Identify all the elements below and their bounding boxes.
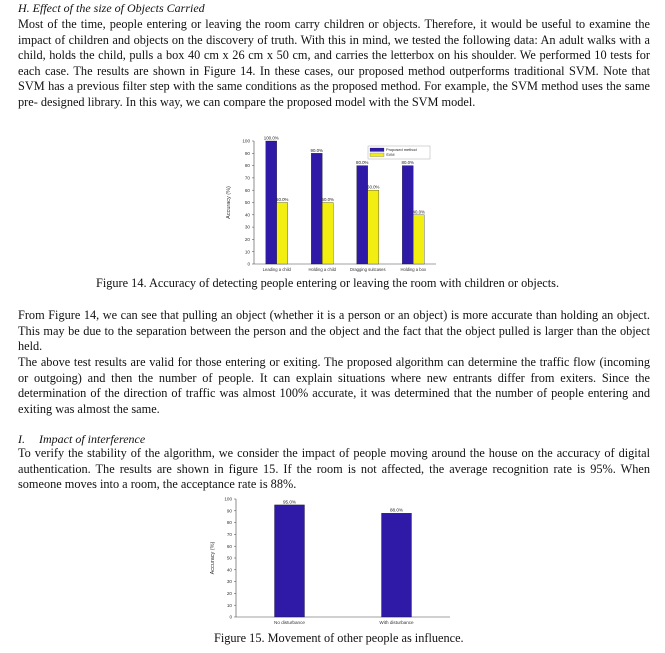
- bar-svm: [368, 190, 379, 264]
- y-axis-label: Accuracy (%): [226, 186, 232, 219]
- bar-value-label: 60.0%: [367, 184, 380, 190]
- figure-14-caption: Figure 14. Accuracy of detecting people entering or leaving the room with children or objects.: [96, 276, 560, 290]
- y-tick-label: 80: [226, 520, 232, 526]
- bar-value-label: 80.0%: [401, 160, 414, 166]
- paragraph-2: From Figure 14, we can see that pulling an object (whether it is a person or an object) is more accurate than holding an object. This may be due to the separation between the person and the object and the fact that the object pulled is larger than the object held.: [18, 308, 650, 354]
- section-h-heading: [18, 1, 205, 16]
- y-tick-label: 60: [226, 543, 232, 549]
- bar-proposed: [275, 505, 305, 617]
- bar-value-label: 50.0%: [276, 197, 289, 202]
- legend-swatch: [370, 148, 384, 152]
- bar-svm: [277, 203, 288, 265]
- bar-value-label: 90.0%: [310, 147, 323, 153]
- section-h-title: Effect of the size of Objects Carried: [32, 1, 205, 15]
- bar-value-label: 100.0%: [263, 135, 279, 141]
- chart-legend: [368, 146, 430, 159]
- section-i-heading: [18, 432, 145, 447]
- y-tick-label: 70: [226, 532, 232, 537]
- bar-proposed: [311, 153, 322, 264]
- y-tick-label: 30: [226, 579, 232, 585]
- y-tick-label: 90: [226, 508, 232, 514]
- y-tick-label: 70: [244, 175, 250, 181]
- paragraph-1: Most of the time, people entering or leaving the room carry children or objects. Therefore, it would be useful to examine the impact of children and objects on the discovery of truth. With this in mind, we tested the following data: An adult walks with a child, holds the child, pulls a box 40 cm x 26 cm x 50 cm, and carries the letterbox on his shoulder. We performed 10 tests for each case. The results are shown in Figure 14. In these cases, our proposed method outperforms traditional SVM. Note that SVM has a previous filter step with the same conditions as the proposed method. For example, the SVM method uses the same pre- designed library. In this way, we can compare the proposed model with the SVM model.: [18, 17, 650, 109]
- x-category-label: Dragging suitcases: [349, 267, 386, 272]
- bar-value-label: 40.0%: [412, 209, 425, 215]
- bar-value-label: 80.0%: [356, 160, 369, 166]
- bar-svm: [322, 203, 333, 265]
- bar-value-label: 95.0%: [282, 499, 297, 505]
- figure-15-chart: [196, 493, 454, 627]
- bar-proposed: [266, 141, 277, 264]
- x-category-label: Holding a child: [308, 267, 336, 272]
- y-tick-label: 50: [244, 200, 250, 206]
- y-tick-label: 20: [244, 237, 250, 242]
- x-category-label: Holding a box: [400, 267, 427, 272]
- y-tick-label: 100: [224, 496, 232, 502]
- y-tick-label: 40: [244, 212, 250, 218]
- y-tick-label: 0: [247, 261, 250, 267]
- x-category-label: With disturbance: [379, 620, 414, 625]
- y-tick-label: 50: [226, 555, 232, 561]
- bar-proposed: [357, 166, 368, 264]
- y-tick-label: 20: [226, 591, 232, 596]
- bar-proposed: [382, 513, 412, 617]
- section-i-letter: I.: [18, 432, 25, 446]
- y-tick-label: 60: [244, 187, 250, 193]
- bar-value-label: 50.0%: [321, 197, 334, 202]
- y-tick-label: 0: [229, 614, 232, 620]
- legend-swatch: [370, 153, 384, 157]
- figure-14-chart: [222, 134, 444, 276]
- x-category-label: Leading a child: [262, 267, 291, 272]
- y-tick-label: 10: [226, 602, 232, 608]
- section-i-title: Impact of interference: [39, 432, 146, 446]
- section-h-letter: H.: [18, 1, 30, 15]
- y-tick-label: 90: [244, 150, 250, 156]
- paragraph-3: The above test results are valid for those entering or exiting. The proposed algorithm can determine the traffic flow (incoming or outgoing) and then the number of people. It can explain situations where new entrants differ from exiters. Since the determination of the direction of traffic was almost 100% accurate, it was determined that the number of people entering and exiting was almost the same.: [18, 355, 650, 416]
- legend-entry: SVM: [386, 152, 395, 158]
- x-category-label: No disturbance: [274, 620, 305, 625]
- bar-svm: [413, 215, 424, 264]
- y-tick-label: 10: [244, 249, 250, 255]
- paragraph-4: To verify the stability of the algorithm, we consider the impact of people moving around the house on the accuracy of digital authentication. The results are shown in figure 15. If the room is not affected, the average recognition rate is 95%. When someone moves into a room, the acceptance rate is 88%.: [18, 446, 650, 492]
- y-tick-label: 100: [242, 138, 250, 144]
- y-tick-label: 80: [244, 163, 250, 169]
- legend-entry: Proposed method: [386, 147, 417, 153]
- y-axis-label: Accuracy (%): [210, 541, 216, 575]
- figure-15-caption: Figure 15. Movement of other people as influence.: [214, 631, 464, 645]
- bar-value-label: 88.0%: [389, 507, 404, 513]
- bar-proposed: [402, 166, 413, 264]
- y-tick-label: 40: [226, 567, 232, 573]
- y-tick-label: 30: [244, 224, 250, 230]
